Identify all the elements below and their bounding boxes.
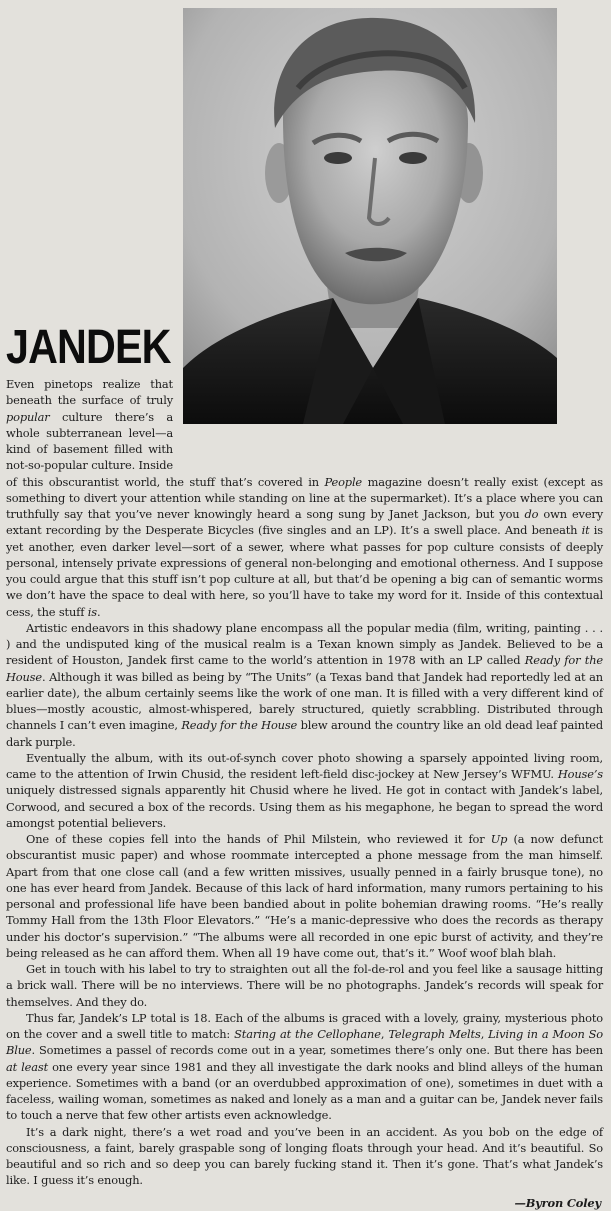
article-paragraph — [6, 831, 603, 961]
italic-text: House’s — [557, 767, 603, 781]
italic-text: do — [524, 507, 539, 521]
byline: —Byron Coley — [514, 1195, 601, 1210]
text-run: . — [96, 604, 101, 619]
italic-text: Ready for the House — [181, 718, 298, 733]
article-paragraph — [6, 376, 603, 620]
italic-text: at least — [6, 1059, 48, 1074]
article-paragraph — [6, 1124, 603, 1189]
text-run: own every extant recording by the Desperate Bicycles (five singles and an LP). It’s a swell place. And beneath — [6, 507, 604, 538]
portrait-photo — [183, 8, 557, 424]
text-run: is yet another, even darker level—sort of a sewer, where what passes for pop culture consists of deeply personal, intensely private expressions of general non-belonging and emotional otherness. And I suppose you could argue that this stuff isn’t pop culture at all, but that’d be opening a big can of semantic worms we don’t have the space to deal with here, so you’ll have to take my word for it. Inside of this contextual cess, the stuff — [6, 523, 603, 619]
article-paragraph — [6, 750, 603, 831]
italic-text: Up — [490, 832, 508, 846]
article-body — [6, 376, 603, 1211]
text-run: one every year since 1981 and they all investigate the dark nooks and blind alleys of the human experience. Sometimes with a band (or an overdubbed approximation of one), sometimes in duet with a faceless, wailing woman, sometimes as naked and lonely as a man and a guitar can be, Jandek never fails to touch a nerve that few other artists even acknowledge. — [6, 1059, 603, 1123]
text-run: , — [480, 1027, 489, 1041]
text-run: , — [380, 1027, 389, 1041]
text-run: . Although it was billed as being by “The Units” (a Texas band that Jandek had reportedly led at an earlier date), the album certainly seems like the work of one man. It is filled with a very different kind of blues—mostly acoustic, almost-whispered, barely structured, quietly scrabbling. Distributed through channels I can’t even imagine, — [6, 669, 603, 733]
portrait-photo-icon — [183, 8, 557, 424]
italic-text: Telegraph Melts — [388, 1027, 481, 1041]
text-run: culture there’s a whole subterranean level—a kind of basement filled with not-so-popular culture. Inside of this obscurantist world, the stuff that’s covered in — [6, 409, 325, 489]
italic-text: People — [324, 474, 363, 489]
italic-text: Living in a Moon So Blue — [6, 1027, 603, 1058]
text-run: . Sometimes a passel of records come out in a year, sometimes there’s only one. But there has been — [31, 1043, 603, 1058]
text-run: Get in touch with his label to try to straighten out all the fol-de-rol and you feel like a sausage hitting a brick wall. There will be no interviews. There will be no photographs. Jandek’s records will speak for themselves. And they do. — [6, 962, 603, 1009]
photo-wrap-space — [173, 376, 603, 458]
article-paragraph — [6, 620, 603, 750]
text-run: (a now defunct obscurantist music paper) and whose roommate intercepted a phone message from the man himself. Apart from that one close call (and a few written missives, usually penned in a fairly brusque tone), no one has ever heard from Jandek. Because of this lack of hard information, many rumors pertaining to his personal and professional life have been bandied about in polite bohemian drawing rooms. “He’s really Tommy Hall from the 13th Floor Elevators.” “He’s a manic-depressive who does the records as therapy under his doctor’s supervision.” “The albums were all recorded in one epic burst of activity, and they’re being released as he can afford them. When all 19 have come out, that’s it.” Woof woof blah blah. — [6, 832, 603, 960]
italic-text: Staring at the Cellophane — [234, 1027, 381, 1041]
text-run: One of these copies fell into the hands of Phil Milstein, who reviewed it for — [26, 832, 491, 846]
text-run: uniquely distressed signals apparently hit Chusid where he lived. He got in contact with Jandek’s label, Corwood, and secured a box of the records. Using them as his megaphone, he began to spread the word amongst potential believers. — [6, 783, 603, 830]
text-run: Thus far, Jandek’s LP total is 18. Each of the albums is graced with a lovely, grainy, mysterious photo on the cover and a swell title to match: — [6, 1010, 603, 1041]
article-paragraph — [6, 1010, 603, 1124]
italic-text: it — [581, 523, 590, 538]
text-run: Even pinetops realize that beneath the surface of truly — [6, 377, 173, 408]
text-run: blew around the country like an old dead leaf painted dark purple. — [6, 718, 604, 749]
text-run: Artistic endeavors in this shadowy plane encompass all the popular media (film, writing, painting . . . ) and the undisputed king of the musical realm is a Texan known simply as Jandek. Believed to be a resident of Houston, Jandek first came to the world’s attention in 1978 with an LP called — [6, 620, 603, 668]
text-run: Eventually the album, with its out-of-synch cover photo showing a sparsely appointed living room, came to the attention of Irwin Chusid, the resident left-field disc-jockey at New Jersey’s WFMU. — [6, 750, 603, 781]
headline: JANDEK — [6, 321, 171, 374]
italic-text: popular — [6, 409, 50, 424]
italic-text: Ready for the House — [6, 653, 603, 684]
text-run: magazine doesn’t really exist (except as something to divert your attention while standing on line at the supermarket). It’s a place where you can truthfully say that you’ve never knowingly heard a song sung by Janet Jackson, but you — [6, 474, 603, 521]
article-paragraph — [6, 961, 603, 1010]
text-run: It’s a dark night, there’s a wet road and you’ve been in an accident. As you bob on the edge of consciousness, a faint, barely graspable song of longing floats through your head. And it’s beautiful. So beautiful and so rich and so deep you can barely fucking stand it. Then it’s gone. That’s what Jandek’s like. I guess it’s enough. — [6, 1124, 603, 1188]
italic-text: is — [87, 604, 97, 619]
